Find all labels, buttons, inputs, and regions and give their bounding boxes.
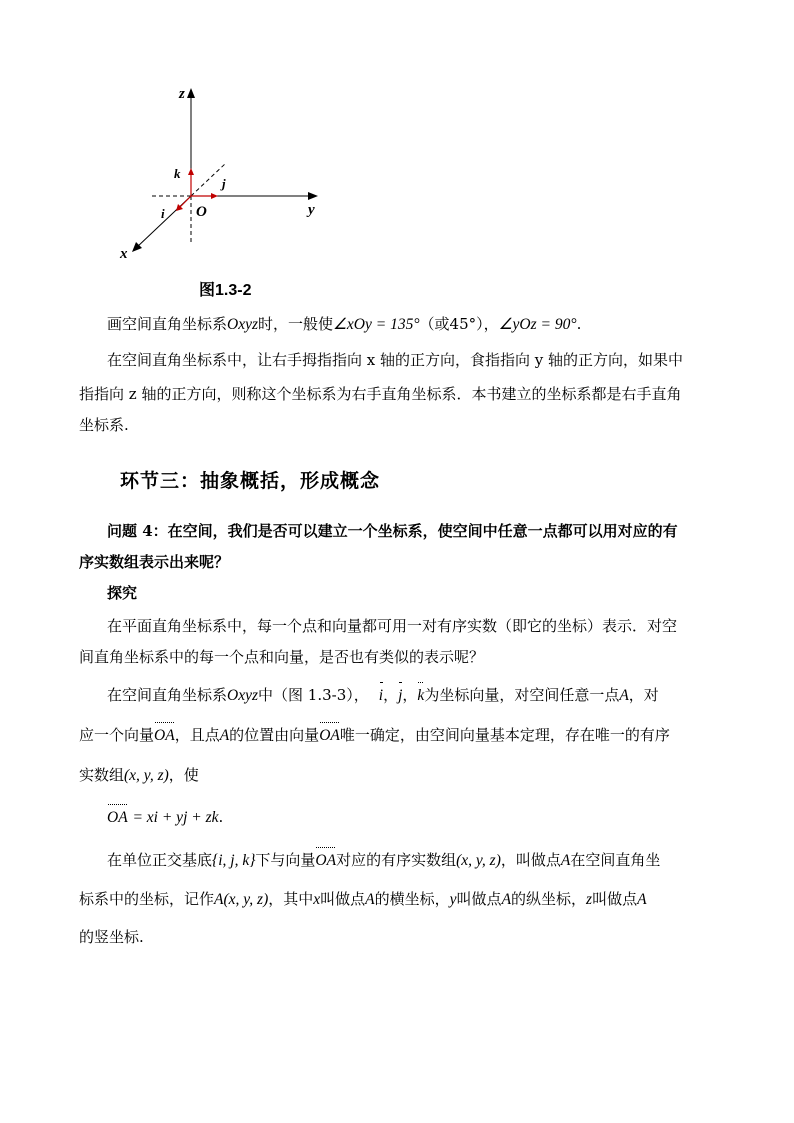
math: A: [560, 852, 571, 869]
text: ，叫做点: [500, 851, 561, 869]
z-axis-label: z: [179, 86, 185, 102]
vector-OA: OA: [154, 725, 175, 747]
figure-caption: 图1.3-2: [199, 282, 252, 299]
vector-OA: OA: [319, 725, 340, 747]
text: ，: [383, 686, 399, 704]
text: 应一个向量: [79, 726, 155, 744]
y-axis-label: y: [308, 202, 315, 218]
math: A: [219, 727, 230, 744]
x-axis-negative-dashed: [191, 163, 226, 196]
origin-label: O: [196, 204, 207, 220]
text: 叫做点: [456, 890, 502, 908]
i-vector: [179, 196, 191, 208]
para-right-hand-line1: 在空间直角坐标系中，让右手拇指指向 x 轴的正方向，食指指向 y 轴的正方向，如果中: [107, 351, 684, 369]
text: 在单位正交基底: [107, 851, 213, 869]
text: 实数组: [79, 766, 125, 784]
para-coordinates-definition-line2: [79, 888, 719, 911]
coordinate-axes-figure: [100, 78, 340, 268]
text: 标系中的坐标，记作: [79, 890, 215, 908]
y-axis-arrowhead: [308, 192, 318, 200]
para-coordinates-definition-line3: 的竖坐标.: [79, 928, 144, 946]
text: 中（图 1.3-3），: [258, 686, 369, 704]
math: A: [365, 891, 375, 908]
vector-i: i: [379, 685, 383, 707]
math: A(x, y, z): [214, 891, 269, 908]
math: Oxyz: [227, 687, 259, 704]
math-basis: {i, j, k}: [212, 852, 256, 869]
vector-OA: OA: [315, 850, 336, 872]
text: 对应的有序实数组: [336, 851, 457, 869]
text: ，且点: [174, 726, 220, 744]
math: z: [586, 891, 593, 908]
para-right-hand-line3: 坐标系.: [79, 416, 129, 434]
math: ∠yOz = 90°: [498, 316, 577, 333]
section-title: 环节三：抽象概括，形成概念: [120, 470, 381, 492]
text: 时，一般使: [258, 315, 334, 333]
para-coordinate-vectors-line2: [79, 724, 719, 747]
math: Oxyz: [227, 316, 259, 333]
vector-OA: OA: [107, 807, 128, 829]
j-vector-label: j: [222, 176, 226, 191]
explore-label: 探究: [107, 584, 138, 602]
vector-decomposition-equation: [107, 806, 747, 829]
text: 下与向量: [255, 851, 316, 869]
para-coordinates-definition-line1: [107, 849, 747, 872]
text: 的纵坐标，: [511, 890, 587, 908]
text: 的横坐标，: [374, 890, 450, 908]
text: ，使: [168, 766, 199, 784]
k-vector-label: k: [174, 166, 181, 181]
text: 在空间直角坐: [570, 851, 661, 869]
math: A: [501, 891, 512, 908]
math: = xi + yj + zk: [132, 809, 219, 826]
k-vector-arrowhead: [188, 168, 194, 175]
vector-j: j: [398, 685, 402, 707]
i-vector-label: i: [161, 206, 165, 221]
math: x: [313, 891, 321, 908]
text: 唯一确定，由空间向量基本定理，存在唯一的有序: [339, 726, 670, 744]
question-line2: 序实数组表示出来呢？: [79, 553, 230, 571]
math: A: [619, 687, 629, 704]
text: ，对: [628, 686, 659, 704]
math: (x, y, z): [456, 852, 501, 869]
para-coordinate-vectors-line3: [79, 764, 719, 787]
math: A: [637, 891, 647, 908]
j-vector-arrowhead: [211, 193, 218, 199]
x-axis-label: x: [120, 246, 128, 262]
para-right-hand-line2: 指指向 z 轴的正方向，则称这个坐标系为右手直角坐标系．本书建立的坐标系都是右手直角: [79, 385, 682, 403]
para-plane-line1: 在平面直角坐标系中，每一个点和向量都可用一对有序实数（即它的坐标）表示．对空: [107, 617, 678, 635]
para-plane-line2: 间直角坐标系中的每一个点和向量，是否也有类似的表示呢？: [79, 648, 485, 666]
text: .: [576, 315, 582, 333]
question-line1: 问题 4：在空间，我们是否可以建立一个坐标系，使空间中任意一点都可以用对应的有: [107, 522, 678, 540]
text: ，其中: [268, 890, 314, 908]
text: 为坐标向量，对空间任意一点: [424, 686, 620, 704]
text: （或45°），: [419, 315, 499, 333]
math: (x, y, z): [124, 767, 169, 784]
text: 画空间直角坐标系: [107, 315, 228, 333]
para-coordinate-vectors-line1: [107, 684, 747, 707]
text: 叫做点: [320, 890, 366, 908]
text: 在空间直角坐标系: [107, 686, 228, 704]
z-axis-arrowhead: [187, 88, 195, 98]
text: 叫做点: [592, 890, 638, 908]
math: y: [449, 891, 457, 908]
text: .: [218, 808, 224, 826]
text: ，: [402, 686, 418, 704]
text: 的位置由向量: [229, 726, 320, 744]
vector-k: k: [417, 685, 424, 707]
math: ∠xOy = 135°: [333, 316, 420, 333]
axes-diagram: [100, 78, 340, 268]
para-oblique-angles: [107, 313, 747, 336]
